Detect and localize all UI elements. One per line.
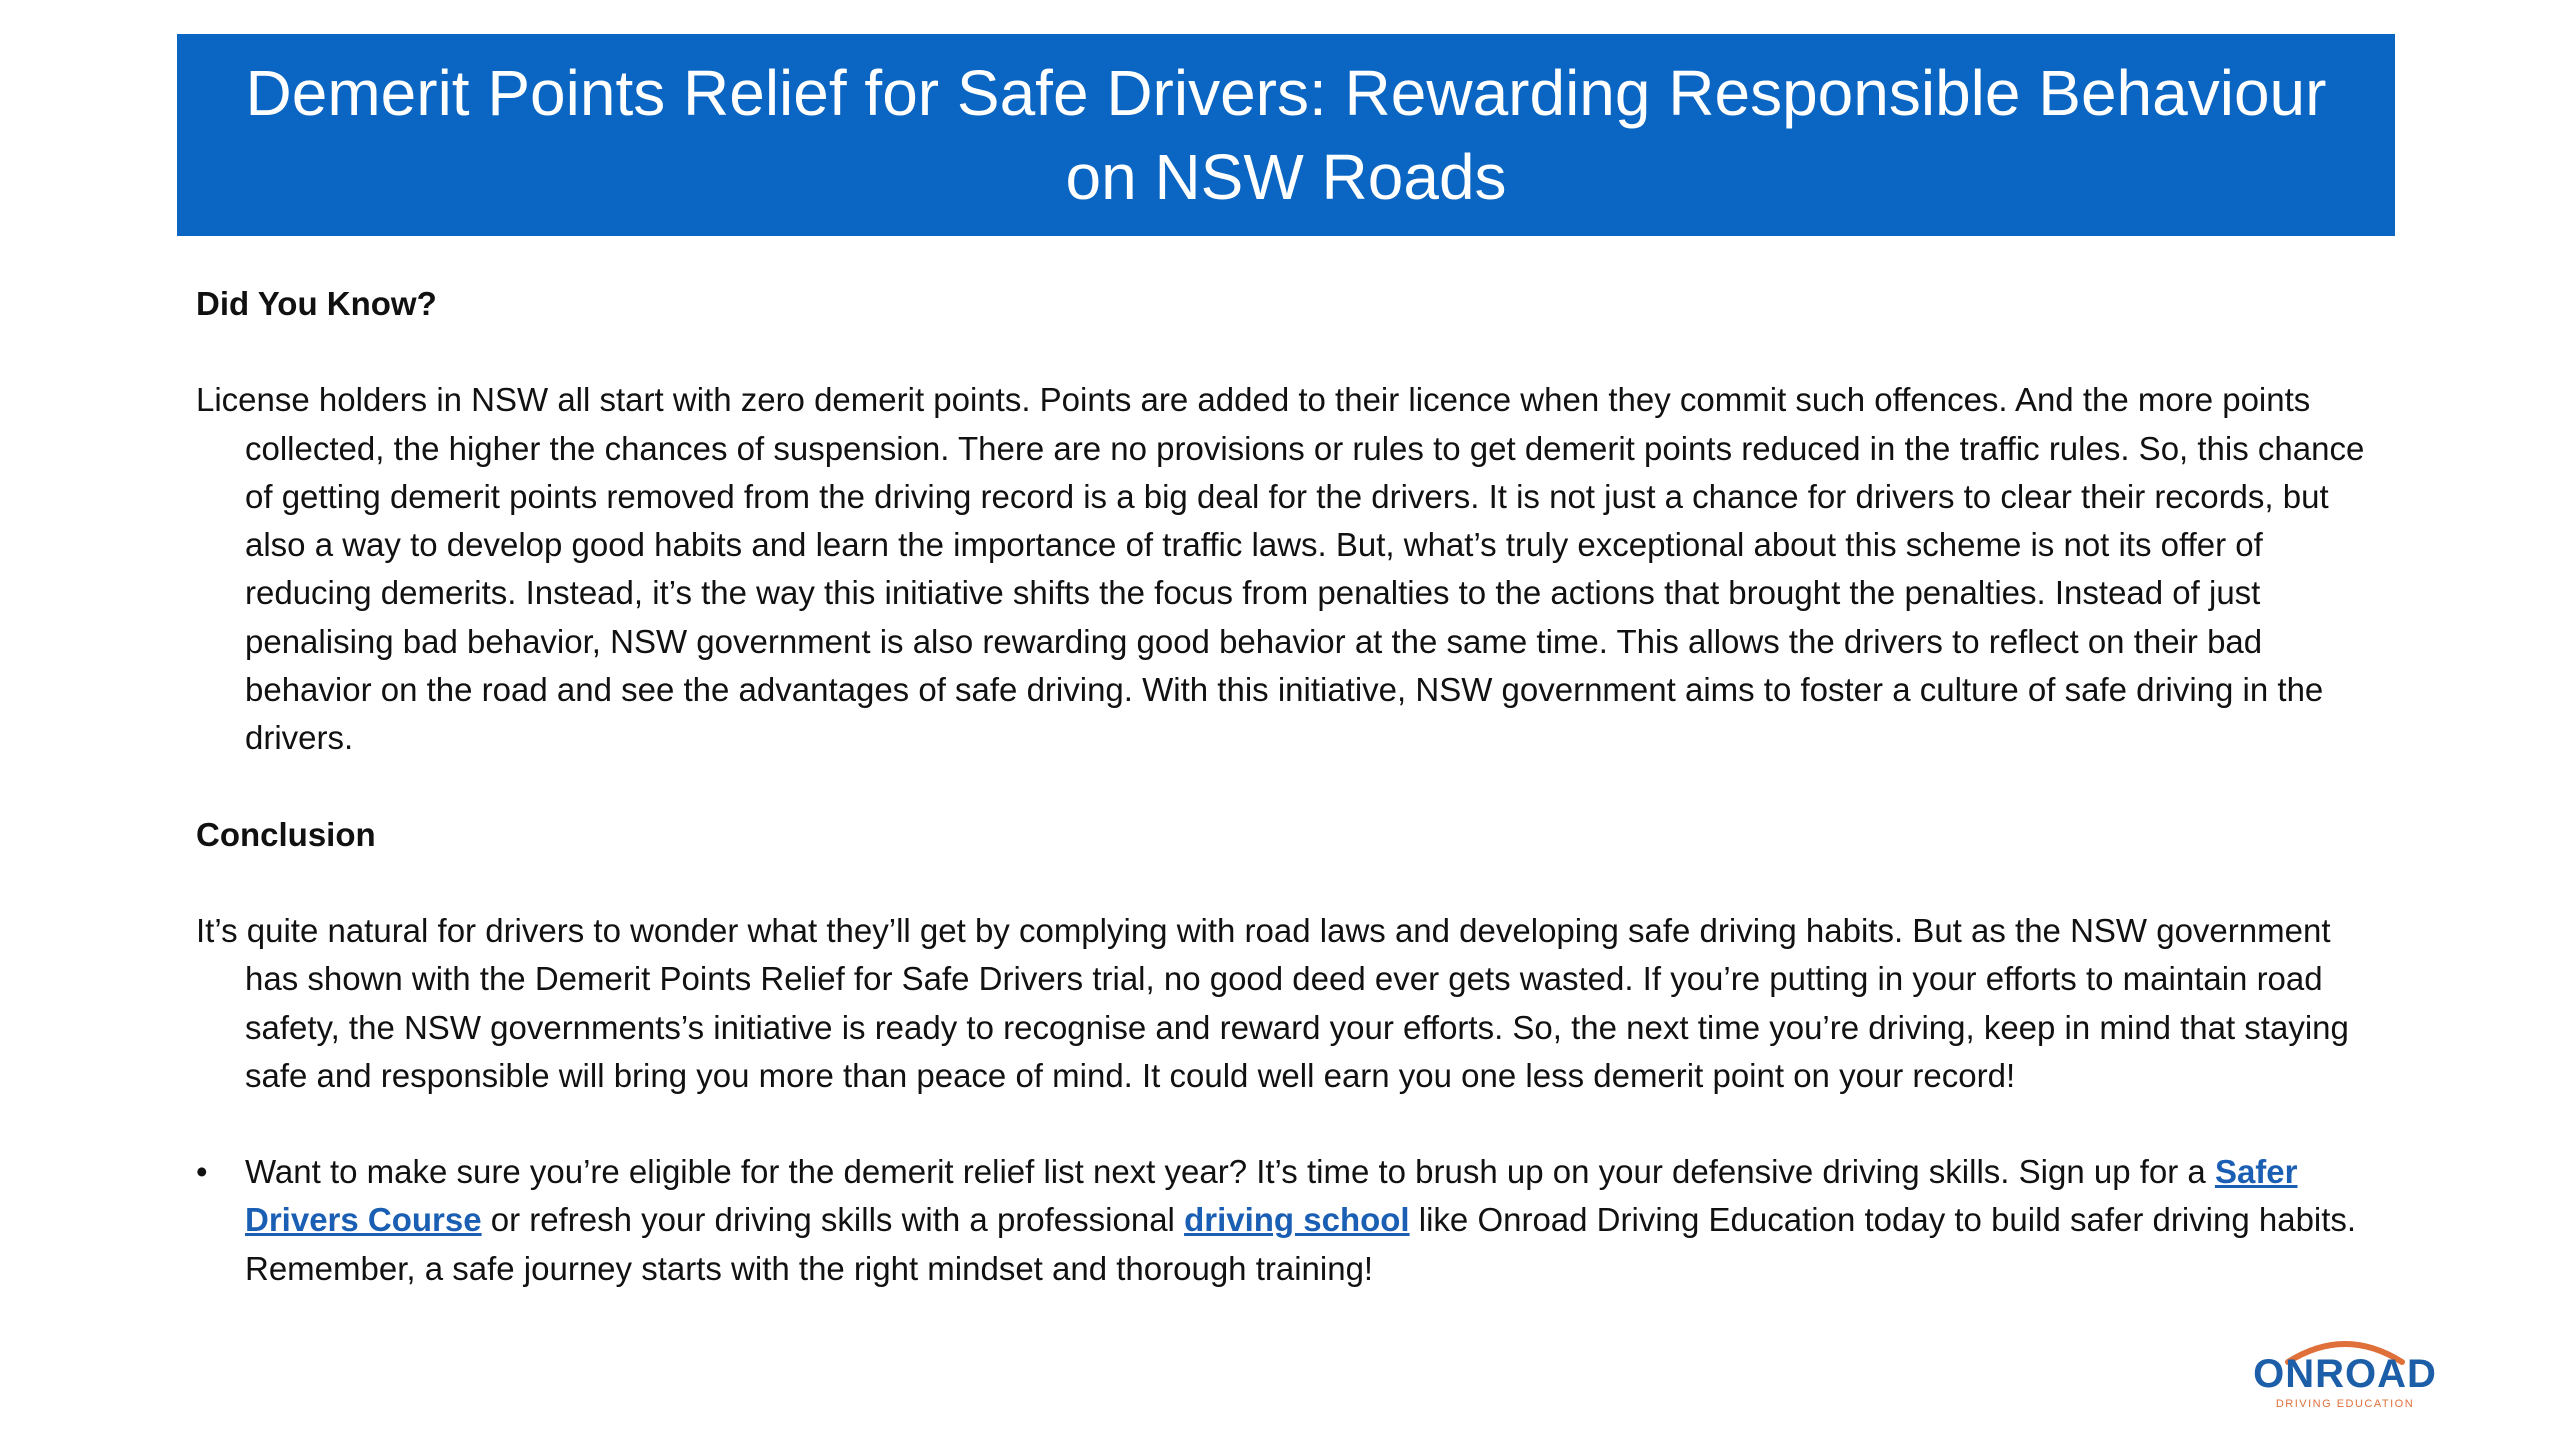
bullet-marker: • [196,1153,208,1191]
onroad-logo [2250,1332,2440,1412]
bullet-text-part-1: Want to make sure you’re eligible for the demerit relief list next year? It’s time to brush up on your defensive driving skills. Sign up for a [245,1153,2215,1191]
did-you-know-paragraph: License holders in NSW all start with zero demerit points. Points are added to their licence when they commit such offences. And the more points collected, the higher the chances of suspension. There are no provisions or rules to get demerit points reduced in the traffic rules. So, this chance of getting demerit points removed from the driving record is a big deal for the drivers. It is not just a chance for drivers to clear their records, but also a way to develop good habits and learn the importance of traffic laws. But, what’s truly exceptional about this scheme is not its offer of reducing demerits. Instead, it’s the way this initiative shifts the focus from penalties to the actions that brought the penalties. Instead of just penalising bad behavior, NSW government is also rewarding good behavior at the same time. This allows the drivers to reflect on their bad behavior on the road and see the advantages of safe driving. With this initiative, NSW government aims to foster a culture of safe driving in the drivers. [196,381,2365,757]
call-to-action-bullet [196,1148,2386,1293]
driving-school-link[interactable]: driving school [1184,1201,1410,1239]
bullet-text-part-3: like Onroad Driving Education today to build safer driving habits. Remember, a safe journey starts with the right mindset and thorough training! [245,1201,2357,1287]
logo-tagline: DRIVING EDUCATION [2275,1398,2415,1410]
bullet-text [245,1148,2386,1293]
section-heading-conclusion: Conclusion [196,815,376,853]
title-banner [177,34,2395,236]
page-title: Demerit Points Relief for Safe Drivers: Rewarding Responsible Behaviour on NSW Roads [245,57,2327,213]
bullet-text-part-2: or refresh your driving skills with a professional [481,1201,1185,1239]
safer-drivers-course-link[interactable]: Safer Drivers Course [245,1153,2298,1239]
section-heading-did-you-know: Did You Know? [196,285,437,322]
conclusion-paragraph: It’s quite natural for drivers to wonder what they’ll get by complying with road laws and developing safe driving habits. But as the NSW government has shown with the Demerit Points Relief for Safe Drivers trial, no good deed ever gets wasted. If you’re putting in your efforts to maintain road safety, the NSW governments’s initiative is ready to recognise and reward your efforts. So, the next time you’re driving, keep in mind that staying safe and responsible will bring you more than peace of mind. It could well earn you one less demerit point on your record! [196,911,2349,1094]
slide-content [196,280,2386,1293]
logo-wordmark: ONROAD [2253,1352,2437,1396]
